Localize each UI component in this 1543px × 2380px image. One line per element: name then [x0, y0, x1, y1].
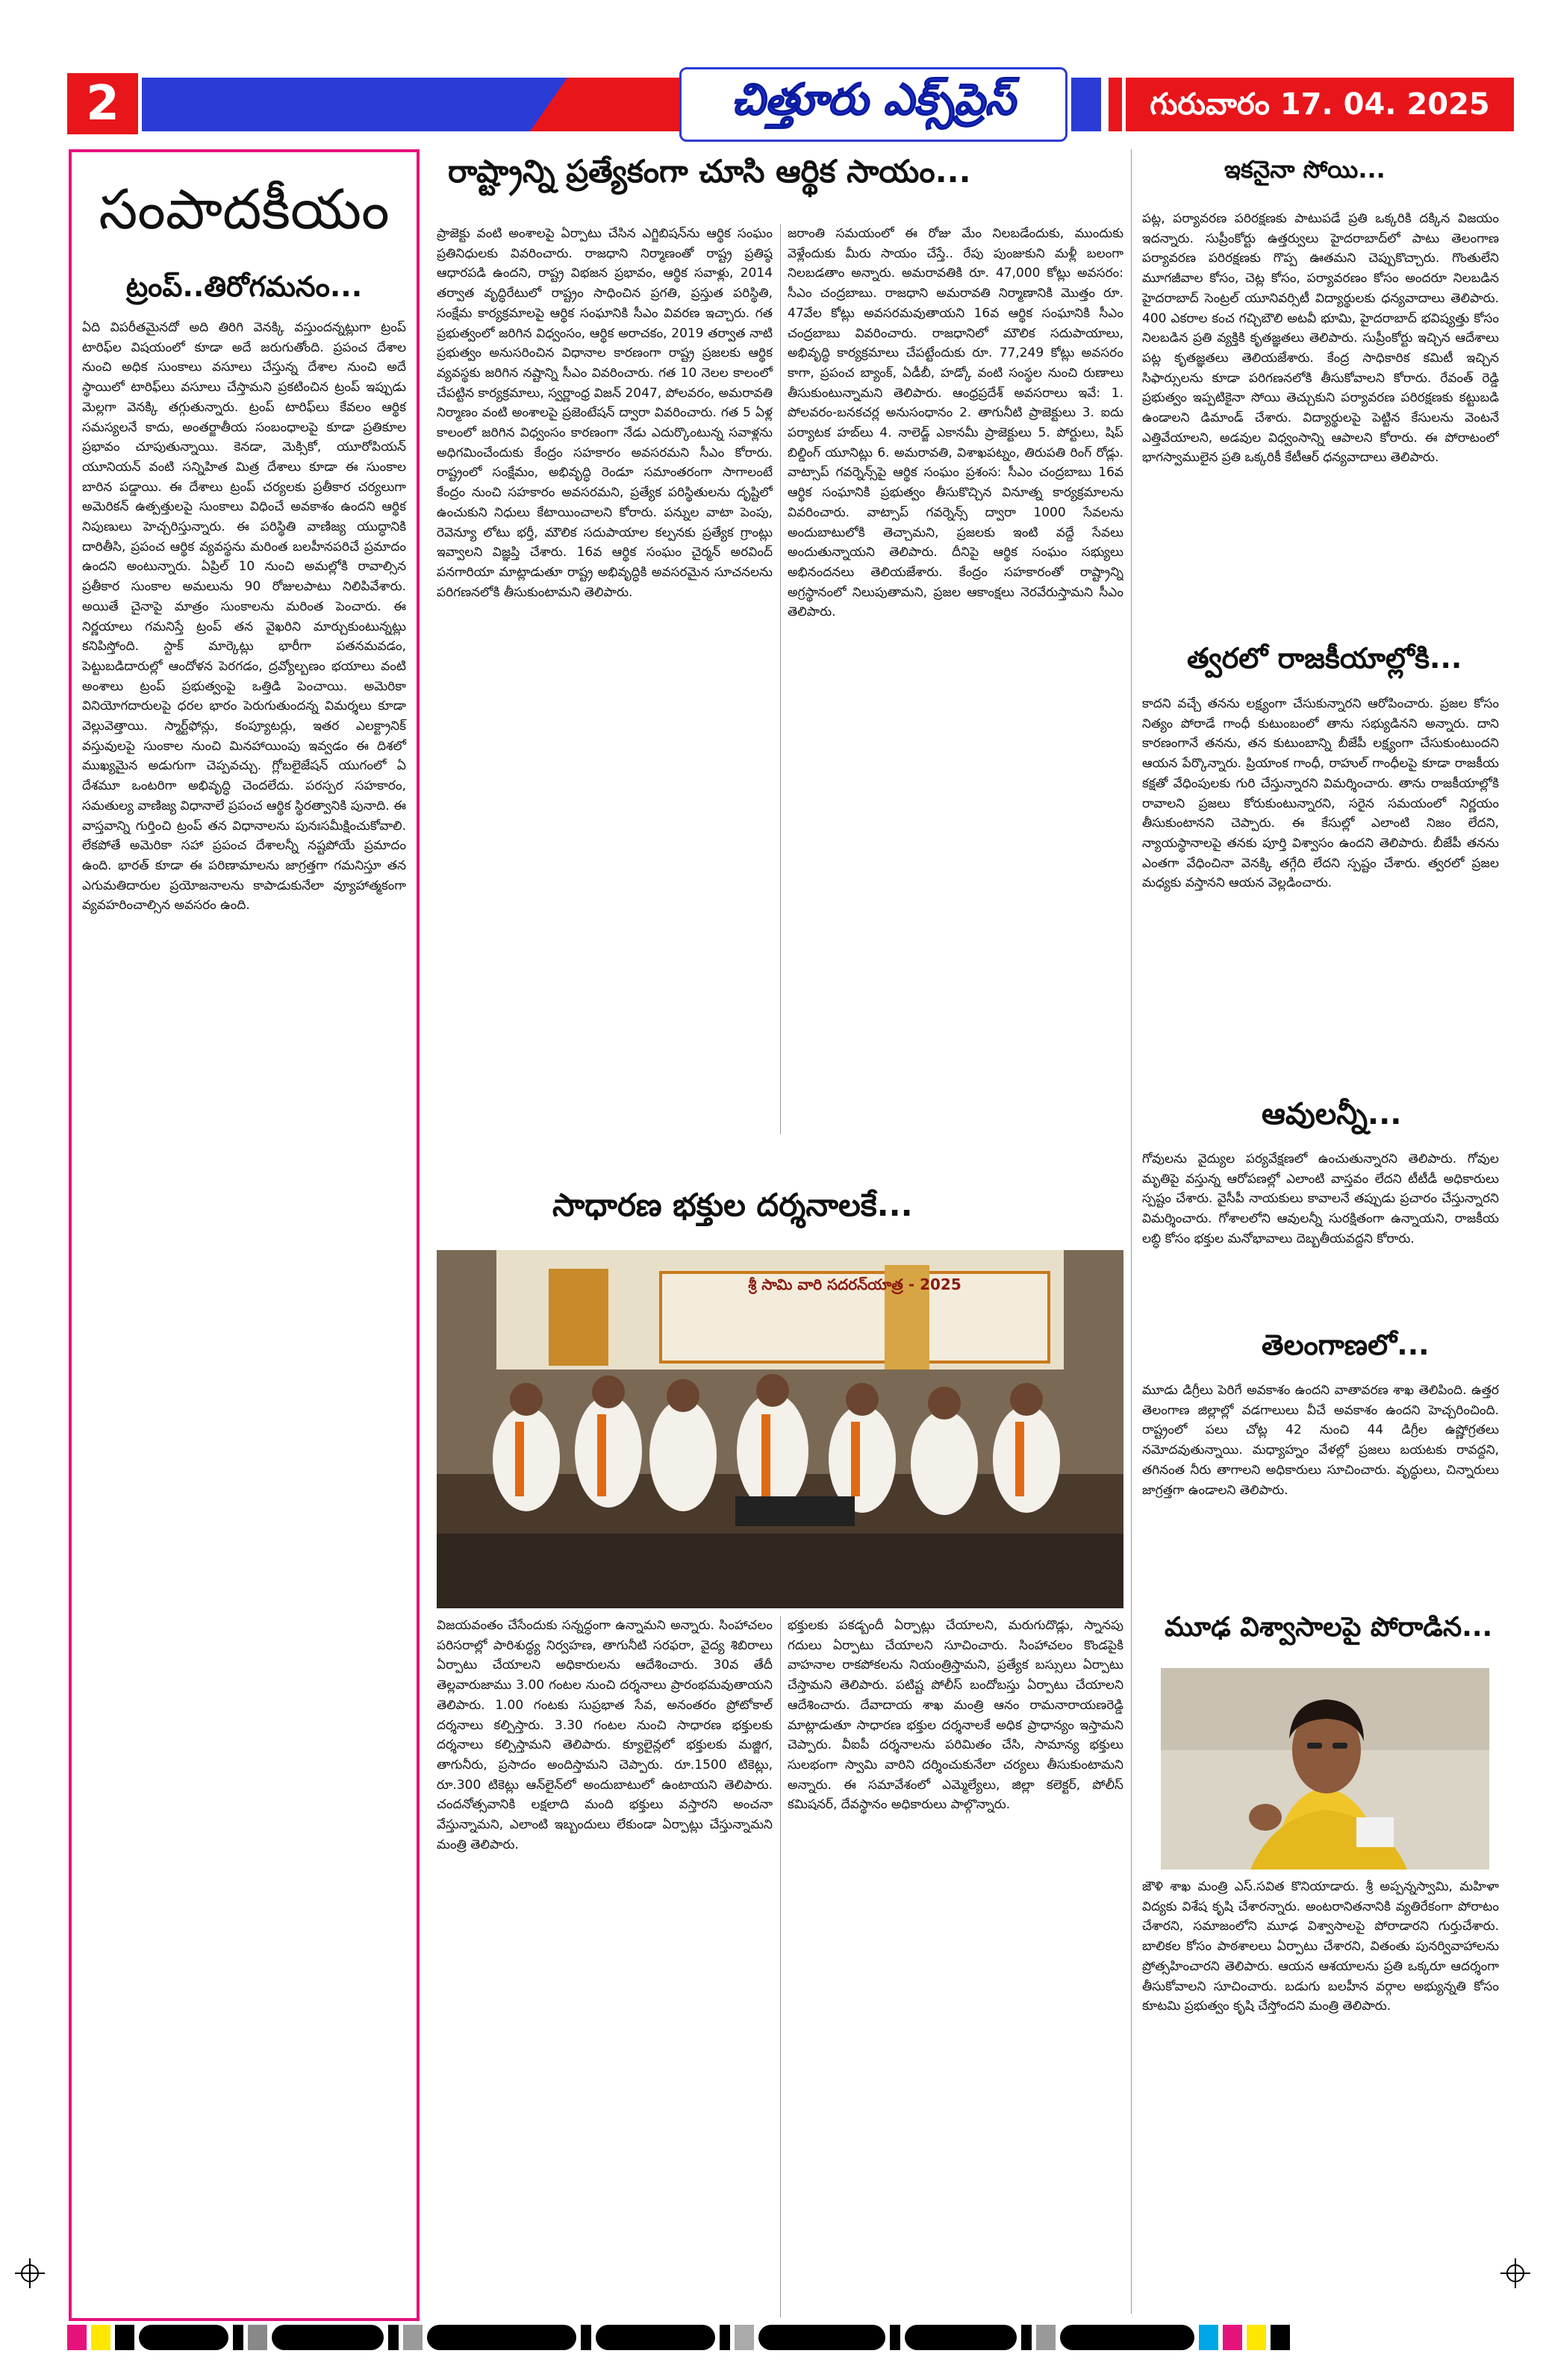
lead-body-col2: జరాంతి సమయంలో ఈ రోజు మేం నిలబడేందుకు, ముందుకు వెళ్లేందుకు మీరు సాయం చేస్తే.. రేపు పుంజుకుని మళ్లీ బలంగా నిలబడతాం అన్నారు. అమరావతికి రూ. 47,000 కోట్లు అవసరం: సీఎం చంద్రబాబు. రాజధాని అమరావతి నిర్మాణానికి మొత్తం రూ. 47వేల కోట్లు అవసరమవుతాయని 16వ ఆర్థిక సంఘానికి సీఎం చంద్రబాబు వివరించారు. రాజధానిలో మౌలిక సదుపాయాలు, అభివృద్ధి కార్యక్రమాలు చేపట్టేందుకు రూ. 77,249 కోట్లు అవసరం కాగా, ప్రపంచ బ్యాంక్, ఏడీబీ, హడ్కో వంటి సంస్థల నుంచి రుణాలు తీసుకుంటున్నామని తెలిపారు. ఆంధ్రప్రదేశ్ అవసరాలు ఇవే: 1. పోలవరం-బనకచర్ల అనుసంధానం 2. తాగునీటి ప్రాజెక్టులు 3. ఐదు పర్యాటక హబ్‌లు 4. నాలెడ్జ్ ఎకానమీ ప్రాజెక్టులు 5. పోర్టులు, షిప్ బిల్డింగ్ యూనిట్లు 6. అమరావతి, విశాఖపట్నం, తిరుపతి రింగ్ రోడ్లు. వాట్సాప్ గవర్నెన్స్‌పై ఆర్థిక సంఘం ప్రశంస: సీఎం చంద్రబాబు 16వ ఆర్థిక సంఘానికి ప్రభుత్వం తీసుకొచ్చిన వినూత్న కార్యక్రమాలను వివరించారు. వాట్సాప్ గవర్నెన్స్ ద్వారా 1000 సేవలను అందుబాటులోకి తెచ్చామని, ప్రజలకు ఇంటి వద్దే సేవలు అందుతున్నాయని తెలిపారు. దీనిపై ఆర్థిక సంఘం సభ్యులు అభినందనలు తెలియజేశారు. కేంద్రం సహకారంతో రాష్ట్రాన్ని అగ్రస్థానంలో నిలుపుతామని, ప్రజల ఆకాంక్షలు నెరవేరుస్తామని సీఎం తెలిపారు. [788, 226, 1123, 620]
black-swatch [388, 2325, 399, 2350]
darshan-headline: సాధారణ భక్తుల దర్శనాలకే... [552, 1187, 913, 1223]
magenta-swatch [1223, 2325, 1242, 2350]
black-swatch [720, 2325, 730, 2350]
black-swatch [1271, 2325, 1290, 2350]
meeting-photo [437, 1250, 1123, 1608]
superstition-headline: మూఢ విశ్వాసాలపై పోరాడిన... [1165, 1612, 1493, 1643]
grey-swatch [735, 2325, 754, 2350]
black-block [272, 2325, 384, 2350]
column-divider [780, 224, 781, 1134]
soyi-headline: ఇకనైనా సోయి... [1224, 155, 1385, 184]
superstition-body: జౌళి శాఖ మంత్రి ఎస్.సవిత కొనియాడారు. శ్రీ అప్పన్నస్వామి, మహిళా విద్యకు విశేష కృషి చేశారన్నారు. అంటరానితనానికి వ్యతిరేకంగా పోరాటం చేశారని, సమాజంలోని మూఢ విశ్వాసాలపై పోరాడారని గుర్తుచేశారు. బాలికల కోసం పాఠశాలలు ఏర్పాటు చేశారని, వితంతు పునర్వివాహాలను ప్రోత్సహించారని తెలిపారు. ఆయన ఆశయాలను ప్రతి ఒక్కరూ ఆదర్శంగా తీసుకోవాలని సూచించారు. బడుగు బలహీన వర్గాల అభ్యున్నతి కోసం కూటమి ప్రభుత్వం కృషి చేస్తోందని మంత్రి తెలిపారు. [1142, 1879, 1499, 2014]
registration-mark-icon [1500, 2258, 1530, 2288]
avulu-body: గోవులను వైద్యుల పర్యవేక్షణలో ఉంచుతున్నారని తెలిపారు. గోవుల మృతిపై వస్తున్న ఆరోపణల్లో ఎలాంటి వాస్తవం లేదని టీటీడీ అధికారులు స్పష్టం చేశారు. వైసీపీ నాయకులు కావాలనే తప్పుడు ప్రచారం చేస్తున్నారని విమర్శించారు. గోశాలలోని ఆవులన్నీ సురక్షితంగా ఉన్నాయని, రాజకీయ లబ్ధి కోసం భక్తుల మనోభావాలు దెబ్బతీయవద్దని కోరారు. [1142, 1152, 1499, 1246]
telangana-body: మూడు డిగ్రీలు పెరిగే అవకాశం ఉందని వాతావరణ శాఖ తెలిపింది. ఉత్తర తెలంగాణ జిల్లాల్లో వడగాలులు వీచే అవకాశం ఉందని హెచ్చరించింది. రాష్ట్రంలో పలు చోట్ల 42 నుంచి 44 డిగ్రీల ఉష్ణోగ్రతలు నమోదవుతున్నాయి. మధ్యాహ్నం వేళల్లో ప్రజలు బయటకు రావద్దని, తగినంత నీరు తాగాలని అధికారులు సూచించారు. వృద్ధులు, చిన్నారులు జాగ్రత్తగా ఉండాలని తెలిపారు. [1142, 1383, 1499, 1498]
black-block [427, 2325, 576, 2350]
darshan-body-col1: విజయవంతం చేసేందుకు సన్నద్ధంగా ఉన్నామని అన్నారు. సింహాచలం పరిసరాల్లో పారిశుద్ధ్య నిర్వహణ, తాగునీటి సరఫరా, వైద్య శిబిరాలు ఏర్పాటు చేయాలని అధికారులను ఆదేశించారు. 30వ తేదీ తెల్లవారుజాము 3.00 గంటల నుంచి దర్శనాలు ప్రారంభమవుతాయని తెలిపారు. 1.00 గంటకు సుప్రభాత సేవ, అనంతరం ప్రోటోకాల్ దర్శనాలు కల్పిస్తారు. 3.30 గంటల నుంచి సాధారణ భక్తులకు దర్శనాలు కల్పిస్తామని తెలిపారు. క్యూలైన్లలో భక్తులకు మజ్జిగ, తాగునీరు, ప్రసాదం అందిస్తామని చెప్పారు. రూ.1500 టికెట్లు, రూ.300 టికెట్లు ఆన్‌లైన్‌లో అందుబాటులో ఉంటాయని తెలిపారు. చందనోత్సవానికి లక్షలాది మంది భక్తులు వస్తారని అంచనా వేస్తున్నామని, ఎలాంటి ఇబ్బందులు లేకుండా ఏర్పాట్లు చేస్తున్నామని మంత్రి తెలిపారు. [437, 1618, 773, 1852]
black-swatch [581, 2325, 591, 2350]
telangana-headline: తెలంగాణలో... [1262, 1328, 1430, 1361]
black-block [758, 2325, 885, 2350]
black-block [596, 2325, 715, 2350]
yellow-swatch [1247, 2325, 1266, 2350]
column-divider [780, 1616, 781, 2317]
soyi-body: పట్ల, పర్యావరణ పరిరక్షణకు పాటుపడే ప్రతి ఒక్కరికి దక్కిన విజయం ఇదన్నారు. సుప్రీంకోర్టు ఉత్తర్వులు హైదరాబాద్‌లో పాటు తెలంగాణ పర్యావరణ పరిరక్షణకు గొప్ప ఊతమని చెప్పుకొచ్చారు. గొంతులేని మూగజీవాల కోసం, చెట్ల కోసం, పర్యావరణం కోసం అందరూ నిలబడిన హైదరాబాద్ సెంట్రల్ యూనివర్సిటీ విద్యార్థులకు ధన్యవాదాలు తెలిపారు. 400 ఎకరాల కంచ గచ్చిబౌలి అటవీ భూమి, హైదరాబాద్ భవిష్యత్తు కోసం నిలబడిన ప్రతి వ్యక్తికి కృతజ్ఞతలు తెలిపారు. సుప్రీంకోర్టు ఇచ్చిన ఆదేశాలు పట్ల కృతజ్ఞతలు తెలియజేశారు. కేంద్ర సాధికారిక కమిటీ ఇచ్చిన సిఫార్సులను కూడా పరిగణనలోకి తీసుకోవాలని కోరారు. రేవంత్ రెడ్డి ప్రభుత్వం ఇప్పటికైనా సోయి తెచ్చుకుని పర్యావరణ పరిరక్షణకు కట్టుబడి ఉండాలని డిమాండ్ చేశారు. విద్యార్థులపై పెట్టిన కేసులను వెంటనే ఎత్తివేయాలని, అడవుల విధ్వంసాన్ని ఆపాలని కోరారు. ఈ పోరాటంలో భాగస్వాములైన ప్రతి ఒక్కరికీ కేటీఆర్ ధన్యవాదాలు తెలిపారు. [1142, 211, 1499, 466]
editorial-title: సంపాదకీయం [99, 178, 390, 242]
avulu-headline: ఆవులన్నీ... [1262, 1097, 1402, 1131]
meeting-scene-icon [437, 1250, 1123, 1608]
politics-body: కాదని వచ్చే తనను లక్ష్యంగా చేసుకున్నారని ఆరోపించారు. ప్రజల కోసం నిత్యం పోరాడే గాంధీ కుటుంబంలో తాను సభ్యుడినని అన్నారు. దాని కారణంగానే తనను, తన కుటుంబాన్ని బీజేపీ లక్ష్యంగా చేసుకుంటుందని ఆయన పేర్కొన్నారు. ప్రియాంక గాంధీ, రాహుల్ గాంధీలపై కూడా రాజకీయ కక్షతో వేధింపులకు గురి చేస్తున్నారని విమర్శించారు. తాను రాజకీయాల్లోకి రావాలని ప్రజలు కోరుకుంటున్నారని, సరైన సమయంలో నిర్ణయం తీసుకుంటానని చెప్పారు. ఈ కేసుల్లో ఎలాంటి నిజం లేదని, న్యాయస్థానాలపై తనకు పూర్తి విశ్వాసం ఉందని తెలిపారు. బీజేపీ తనను ఎంతగా వేధించినా వెనక్కి తగ్గేది లేదని స్పష్టం చేశారు. త్వరలో ప్రజల మధ్యకు వస్తానని ఆయన వెల్లడించారు. [1142, 696, 1499, 891]
lead-headline: రాష్ట్రాన్ని ప్రత్యేకంగా చూసి ఆర్థిక సాయం... [448, 153, 971, 190]
politics-headline: త్వరలో రాజకీయాల్లోకి... [1187, 642, 1462, 675]
yellow-swatch [91, 2325, 110, 2350]
editorial-column [69, 149, 420, 2321]
grey-swatch [1036, 2325, 1056, 2350]
banner-text: శ్రీ సామి వారి సదరన్‌యాత్ర - 2025 [748, 1275, 961, 1293]
paper-name: చిత్తూరు ఎక్స్‌ప్రెస్ [732, 73, 1015, 125]
black-block [1060, 2325, 1194, 2350]
black-block [905, 2325, 1017, 2350]
cyan-swatch [1199, 2325, 1218, 2350]
lead-body-col1: ప్రాజెక్టు వంటి అంశాలపై ఏర్పాటు చేసిన ఎగ్జిబిషన్‌ను ఆర్థిక సంఘం ప్రతినిధులకు వివరించారు. రాజధాని నిర్మాణంతో రాష్ట్ర ప్రతిష్ఠ ఆధారపడి ఉందని, రాష్ట్ర విభజన ప్రభావం, ఆర్థిక సవాళ్లు, 2014 తర్వాత వృద్ధిరేటులో రాష్ట్రం సాధించిన ప్రగతి, ప్రస్తుత పరిస్థితి, సంక్షేమ కార్యక్రమాలపై ఆర్థిక సంఘానికి సీఎం వివరణ ఇచ్చారు. గత ప్రభుత్వంలో జరిగిన విధ్వంసం, ఆర్థిక అరాచకం, 2019 తర్వాత నాటి ప్రభుత్వం అనుసరించిన విధానాల కారణంగా రాష్ట్ర ప్రజలకు ఆర్థిక వ్యవస్థకు జరిగిన నష్టాన్ని సీఎం వివరించారు. గత 10 నెలల కాలంలో చేపట్టిన కార్యక్రమాలు, స్వర్ణాంధ్ర విజన్ 2047, పోలవరం, అమరావతి నిర్మాణం వంటి అంశాలపై ప్రజెంటేషన్ ద్వారా వివరించారు. గత 5 ఏళ్ల కాలంలో జరిగిన విధ్వంసం కారణంగా నేడు ఎదుర్కొంటున్న సవాళ్లను అధిగమించేందుకు కేంద్రం సహకారం అవసరమని సీఎం కోరారు. రాష్ట్రంలో సంక్షేమం, అభివృద్ధి రెండూ సమాంతరంగా సాగాలంటే కేంద్రం నుంచి సహకారం అవసరమని, ప్రత్యేక పరిస్థితులను దృష్టిలో ఉంచుకుని నిధులు కేటాయించాలని కోరారు. పన్నుల వాటా పెంపు, రెవెన్యూ లోటు భర్తీ, మౌలిక సదుపాయాల కల్పనకు ప్రత్యేక గ్రాంట్లు ఇవ్వాలని విజ్ఞప్తి చేశారు. 16వ ఆర్థిక సంఘం చైర్మన్ అరవింద్ పనగారియా మాట్లాడుతూ రాష్ట్ర అభివృద్ధికి అవసరమైన సూచనలను పరిగణనలోకి తీసుకుంటామని తెలిపారు. [437, 226, 773, 600]
editorial-body: ఏది విపరీతమైనదో అది తిరిగి వెనక్కి వస్తుందన్నట్లుగా ట్రంప్ టారిఫ్‌ల విషయంలో కూడా అదే జరుగుతోంది. ప్రపంచ దేశాల నుంచి అధిక సుంకాలు వసూలు చేస్తున్న దేశాల నుంచి అదే స్థాయిలో టారిఫ్‌లు వసూలు చేస్తామని ప్రకటించిన ట్రంప్ ఇప్పుడు మెల్లగా వెనక్కి తగ్గుతున్నారు. ట్రంప్ టారిఫ్‌లు కేవలం ఆర్థిక సమస్యలనే కాదు, అంతర్జాతీయ సంబంధాలపై కూడా ప్రతికూల ప్రభావం చూపుతున్నాయి. కెనడా, మెక్సికో, యూరోపియన్ యూనియన్ వంటి సన్నిహిత మిత్ర దేశాలు కూడా ఈ సుంకాల బారిన పడ్డాయి. ఈ దేశాలు ట్రంప్ చర్యలకు ప్రతీకార చర్యలుగా అమెరికన్ ఉత్పత్తులపై సుంకాలు విధించే అవకాశం ఉందని ఆర్థిక నిపుణులు హెచ్చరిస్తున్నారు. ఈ పరిస్థితి వాణిజ్య యుద్ధానికి దారితీసి, ప్రపంచ ఆర్థిక వ్యవస్థను మరింత బలహీనపరిచే ప్రమాదం ఉందని అంటున్నారు. ఏప్రిల్ 10 నుంచి అమల్లోకి రావాల్సిన ప్రతీకార సుంకాల అమలును 90 రోజులపాటు నిలిపివేశారు. అయితే చైనాపై మాత్రం సుంకాలను మరింత పెంచారు. ఈ నిర్ణయాలు గమనిస్తే ట్రంప్ తన వైఖరిని మార్చుకుంటున్నట్లు కనిపిస్తోంది. స్టాక్ మార్కెట్లు భారీగా పతనమవడం, పెట్టుబడిదారుల్లో ఆందోళన పెరగడం, ద్రవ్యోల్బణం భయాలు వంటి అంశాలు ట్రంప్ ప్రభుత్వంపై ఒత్తిడి పెంచాయి. అమెరికా వినియోగదారులపై ధరల భారం పెరుగుతుందన్న విమర్శలు కూడా వెల్లువెత్తాయి. స్మార్ట్‌ఫోన్లు, కంప్యూటర్లు, ఇతర ఎలక్ట్రానిక్ వస్తువులపై సుంకాల నుంచి మినహాయింపు ఇవ్వడం ఈ దిశలో ముఖ్యమైన అడుగుగా చెప్పవచ్చు. గ్లోబలైజేషన్ యుగంలో ఏ దేశమూ ఒంటరిగా అభివృద్ధి చెందలేదు. పరస్పర సహకారం, సమతుల్య వాణిజ్య విధానాలే ప్రపంచ ఆర్థిక స్థిరత్వానికి పునాది. ఈ వాస్తవాన్ని గుర్తించి ట్రంప్ తన విధానాలను పునఃసమీక్షించుకోవాలి. లేకపోతే అమెరికా సహా ప్రపంచ దేశాలన్నీ నష్టపోయే ప్రమాదం ఉంది. భారత్ కూడా ఈ పరిణామాలను జాగ్రత్తగా గమనిస్తూ తన ఎగుమతిదారుల ప్రయోజనాలను కాపాడుకునేలా వ్యూహాత్మకంగా వ్యవహరించాల్సిన అవసరం ఉంది. [82, 320, 406, 913]
editorial-subtitle: ట్రంప్..తిరోగమనం... [125, 270, 363, 303]
column-divider [1131, 149, 1132, 2314]
masthead [67, 67, 1500, 142]
darshan-body-col2: భక్తులకు పకడ్బందీ ఏర్పాట్లు చేయాలని, మరుగుదొడ్లు, స్నానపు గదులు ఏర్పాటు చేయాలని సూచించారు. సింహాచలం కొండపైకి వాహనాల రాకపోకలను నియంత్రిస్తామని, ప్రత్యేక బస్సులు ఏర్పాటు చేస్తామని తెలిపారు. పటిష్ట పోలీస్ బందోబస్తు ఏర్పాటు చేయాలని ఆదేశించారు. దేవాదాయ శాఖ మంత్రి ఆనం రామనారాయణరెడ్డి మాట్లాడుతూ సాధారణ భక్తుల దర్శనాలకే అధిక ప్రాధాన్యం ఇస్తామని చెప్పారు. వీఐపీ దర్శనాలను పరిమితం చేసి, సామాన్య భక్తులు సులభంగా స్వామి వారిని దర్శించుకునేలా చర్యలు తీసుకుంటామని అన్నారు. ఈ సమావేశంలో ఎమ్మెల్యేలు, జిల్లా కలెక్టర్, పోలీస్ కమిషనర్, దేవస్థానం అధికారులు పాల్గొన్నారు. [788, 1618, 1123, 1813]
black-swatch [233, 2325, 243, 2350]
magenta-swatch [67, 2325, 87, 2350]
masthead-stripe-right-blue [1071, 78, 1101, 131]
paper-logo [679, 67, 1067, 142]
registration-mark-icon [15, 2258, 45, 2288]
grey-swatch [403, 2325, 423, 2350]
black-swatch [115, 2325, 134, 2350]
issue-date: గురువారం 17. 04. 2025 [1126, 78, 1514, 131]
black-swatch [890, 2325, 900, 2350]
print-color-bar [67, 2321, 1500, 2354]
minister-photo [1161, 1668, 1489, 1870]
page-number: 2 [67, 73, 138, 134]
black-block [139, 2325, 228, 2350]
minister-portrait-icon [1161, 1668, 1489, 1870]
masthead-stripe-right-red [1109, 78, 1122, 131]
black-swatch [1021, 2325, 1032, 2350]
grey-swatch [248, 2325, 267, 2350]
